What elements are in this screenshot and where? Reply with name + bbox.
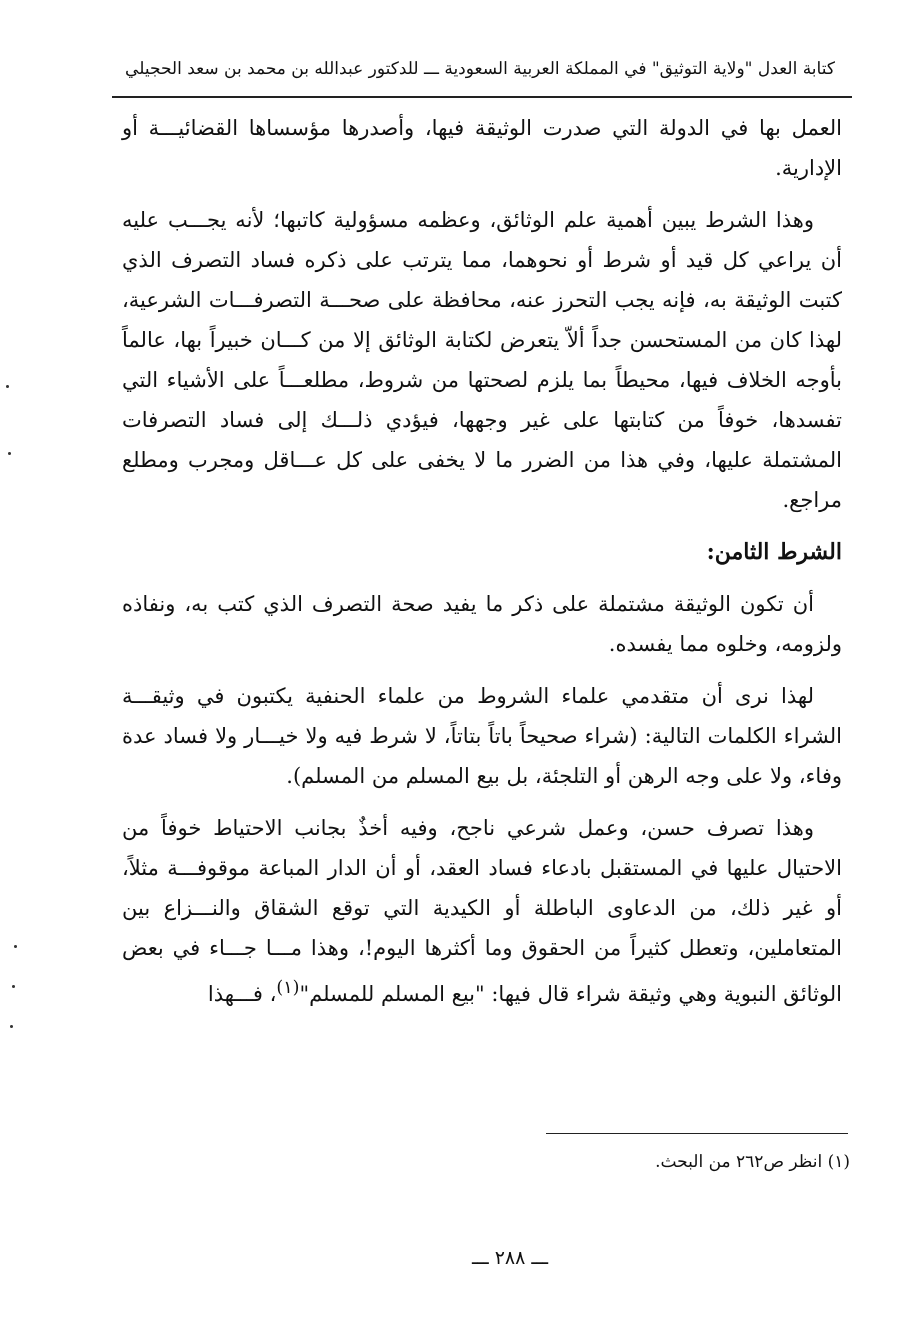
paragraph-5-tail: ، فـــهذا xyxy=(207,982,277,1006)
scan-speck xyxy=(8,452,11,455)
paragraph-4: لهذا نرى أن متقدمي علماء الشروط من علماء الحنفية يكتبون في وثيقـــة الشراء الكلمات التالية: (شراء صحيحاً باتاً بتاتاً، لا شرط فيه ولا خيـــار ولا فساد عدة وفاء، ولا على وجه الرهن أو التلجئة، بل بيع المسلم من المسلم). xyxy=(122,684,842,788)
footnote-reference: (١) xyxy=(276,978,300,998)
scan-speck xyxy=(14,945,17,948)
paragraph-1: العمل بها في الدولة التي صدرت الوثيقة فيها، وأصدرها مؤسساها القضائيـــة أو الإدارية. xyxy=(122,116,842,180)
footnote-rule xyxy=(546,1133,848,1134)
paragraph-5-text: وهذا تصرف حسن، وعمل شرعي ناجح، وفيه أخذٌ بجانب الاحتياط خوفاً من الاحتيال عليها في المستقبل بادعاء فساد العقد، أو أن الدار المباعة موقوفـــة مثلاً، أو غير ذلك، من الدعاوى الباطلة أو الكيدية التي توقع الشقاق والنـــزاع بين المتعاملين، وتعطل كثيراً من الحقوق وما أكثرها اليوم!، وهذا مـــا جـــاء في بعض الوثائق النبوية وهي وثيقة شراء قال فيها: "بيع المسلم للمسلم" xyxy=(122,816,842,1006)
paragraph-2: وهذا الشرط يبين أهمية علم الوثائق، وعظمه مسؤولية كاتبها؛ لأنه يجـــب عليه أن يراعي كل قيد أو شرط أو نحوهما، مما يترتب على ذكره فساد التصرف الذي كتبت الوثيقة به، فإنه يجب التحرز عنه، محافظة على صحـــة التصرفـــات الشرعية، لهذا كان من المستحسن جداً ألاّ يتعرض لكتابة الوثائق إلا من كـــان خبيراً بها، عالماً بأوجه الخلاف فيها، محيطاً بما يلزم لصحتها من شروط، مطلعـــاً على الأشياء التي تفسدها، خوفاً من كتابتها على غير وجهها، فيؤدي ذلـــك إلى فساد التصرفات المشتملة عليها، وفي هذا من الضرر ما لا يخفى على كل عـــاقل ومجرب ومطلع مراجع. xyxy=(122,208,842,512)
paragraph-5 xyxy=(122,808,842,1014)
scan-speck xyxy=(12,985,15,988)
body-text xyxy=(122,108,842,1026)
paragraph-3: أن تكون الوثيقة مشتملة على ذكر ما يفيد صحة التصرف الذي كتب به، ونفاذه ولزومه، وخلوه مما يفسده. xyxy=(122,592,842,656)
page-number: ـــ ٢٨٨ ـــ xyxy=(471,1247,549,1269)
running-header: كتابة العدل "ولاية التوثيق" في المملكة العربية السعودية ـــ للدكتور عبدالله بن محمد بن سعد الحجيلي xyxy=(125,59,835,79)
scan-speck xyxy=(6,385,9,388)
header-rule xyxy=(112,96,852,98)
section-heading: الشرط الثامن: xyxy=(706,539,842,565)
scan-speck xyxy=(10,1025,13,1028)
footnote: (١) انظر ص٢٦٢ من البحث. xyxy=(655,1152,850,1172)
